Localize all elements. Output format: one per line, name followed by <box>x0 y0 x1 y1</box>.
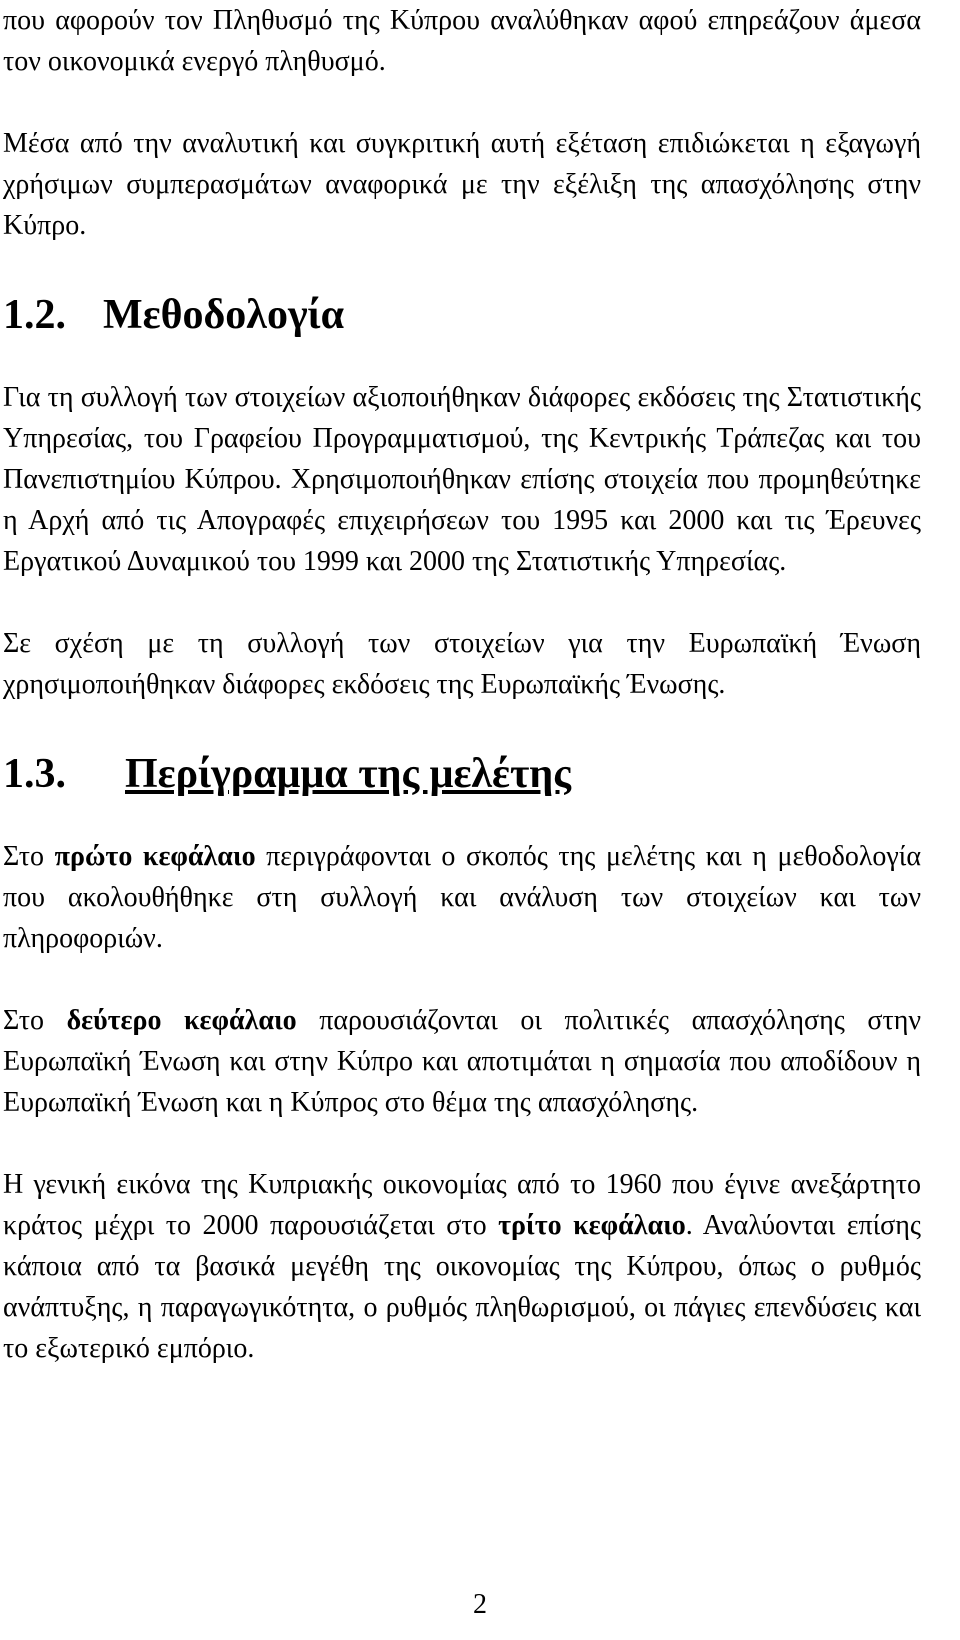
section-title: Μεθοδολογία <box>103 292 345 338</box>
text-run: Στο <box>3 841 55 872</box>
spacer <box>3 705 921 754</box>
spacer <box>3 246 921 295</box>
section-title: Περίγραμμα της μελέτης <box>125 751 571 797</box>
section-heading-outline <box>3 751 921 797</box>
spacer <box>3 82 921 123</box>
intro-paragraph-2: Μέσα από την αναλυτική και συγκριτική αυτή εξέταση επιδιώκεται η εξαγωγή χρήσιμων συμπερασμάτων αναφορικά με την εξέλιξη της απασχόλησης στην Κύπρο. <box>3 128 921 241</box>
section-number: 1.3. <box>3 751 66 797</box>
text-run: . Αναλύονται επίσης κάποια από τα βασικά μεγέθη της οικονομίας της Κύπρου, όπως ο ρυθμός ανάπτυξης, η παραγωγικότητα, ο ρυθμός πληθωρισμού, οι πάγιες επενδύσεις και το εξωτερικό εμπόριο. <box>3 1210 922 1364</box>
methodology-paragraph-1: Για τη συλλογή των στοιχείων αξιοποιήθηκαν διάφορες εκδόσεις της Στατιστικής Υπηρεσίας, του Γραφείου Προγραμματισμού, της Κεντρικής Τράπεζας και του Πανεπιστημίου Κύπρου. Χρησιμοποιήθηκαν επίσης στοιχεία που προμηθεύτηκε η Αρχή από τις Απογραφές επιχειρήσεων του 1995 και 2000 και τις Έρευνες Εργατικού Δυναμικού του 1999 και 2000 της Στατιστικής Υπηρεσίας. <box>3 382 921 577</box>
spacer <box>3 336 921 377</box>
intro-paragraph-1: που αφορούν τον Πληθυσμό της Κύπρου αναλύθηκαν αφού επηρεάζουν άμεσα τον οικονομικά ενεργό πληθυσμό. <box>3 5 921 77</box>
chapter-emphasis: δεύτερο κεφάλαιο <box>66 1005 297 1036</box>
spacer <box>3 795 921 836</box>
outline-paragraph-3 <box>3 1164 921 1369</box>
chapter-emphasis: τρίτο κεφάλαιο <box>498 1210 686 1241</box>
spacer <box>3 959 921 1000</box>
chapter-emphasis: πρώτο κεφάλαιο <box>54 841 256 872</box>
outline-paragraph-2 <box>3 1000 921 1123</box>
section-heading-methodology <box>3 292 921 338</box>
document-page <box>3 0 921 1369</box>
section-number: 1.2. <box>3 292 66 338</box>
text-run: Η γενική εικόνα της Κυπριακής οικονομίας από το 1960 που έγινε ανεξάρτητο κράτος μέχρι το 2000 παρουσιάζεται στο <box>3 1169 921 1241</box>
spacer <box>3 1123 921 1164</box>
text-run: περιγράφονται ο σκοπός της μελέτης και η μεθοδολογία που ακολουθήθηκε στη συλλογή και ανάλυση των στοιχείων και των πληροφοριών. <box>3 841 921 954</box>
outline-paragraph-1 <box>3 836 921 959</box>
methodology-paragraph-2: Σε σχέση με τη συλλογή των στοιχείων για την Ευρωπαϊκή Ένωση χρησιμοποιήθηκαν διάφορες εκδόσεις της Ευρωπαϊκής Ένωσης. <box>3 628 921 700</box>
page-number: 2 <box>473 1589 487 1620</box>
spacer <box>3 582 921 623</box>
text-run: παρουσιάζονται οι πολιτικές απασχόλησης στην Ευρωπαϊκή Ένωση και στην Κύπρο και αποτιμάται η σημασία που αποδίδουν η Ευρωπαϊκή Ένωση και η Κύπρος στο θέμα της απασχόλησης. <box>3 1005 921 1118</box>
text-run: Στο <box>3 1005 67 1036</box>
